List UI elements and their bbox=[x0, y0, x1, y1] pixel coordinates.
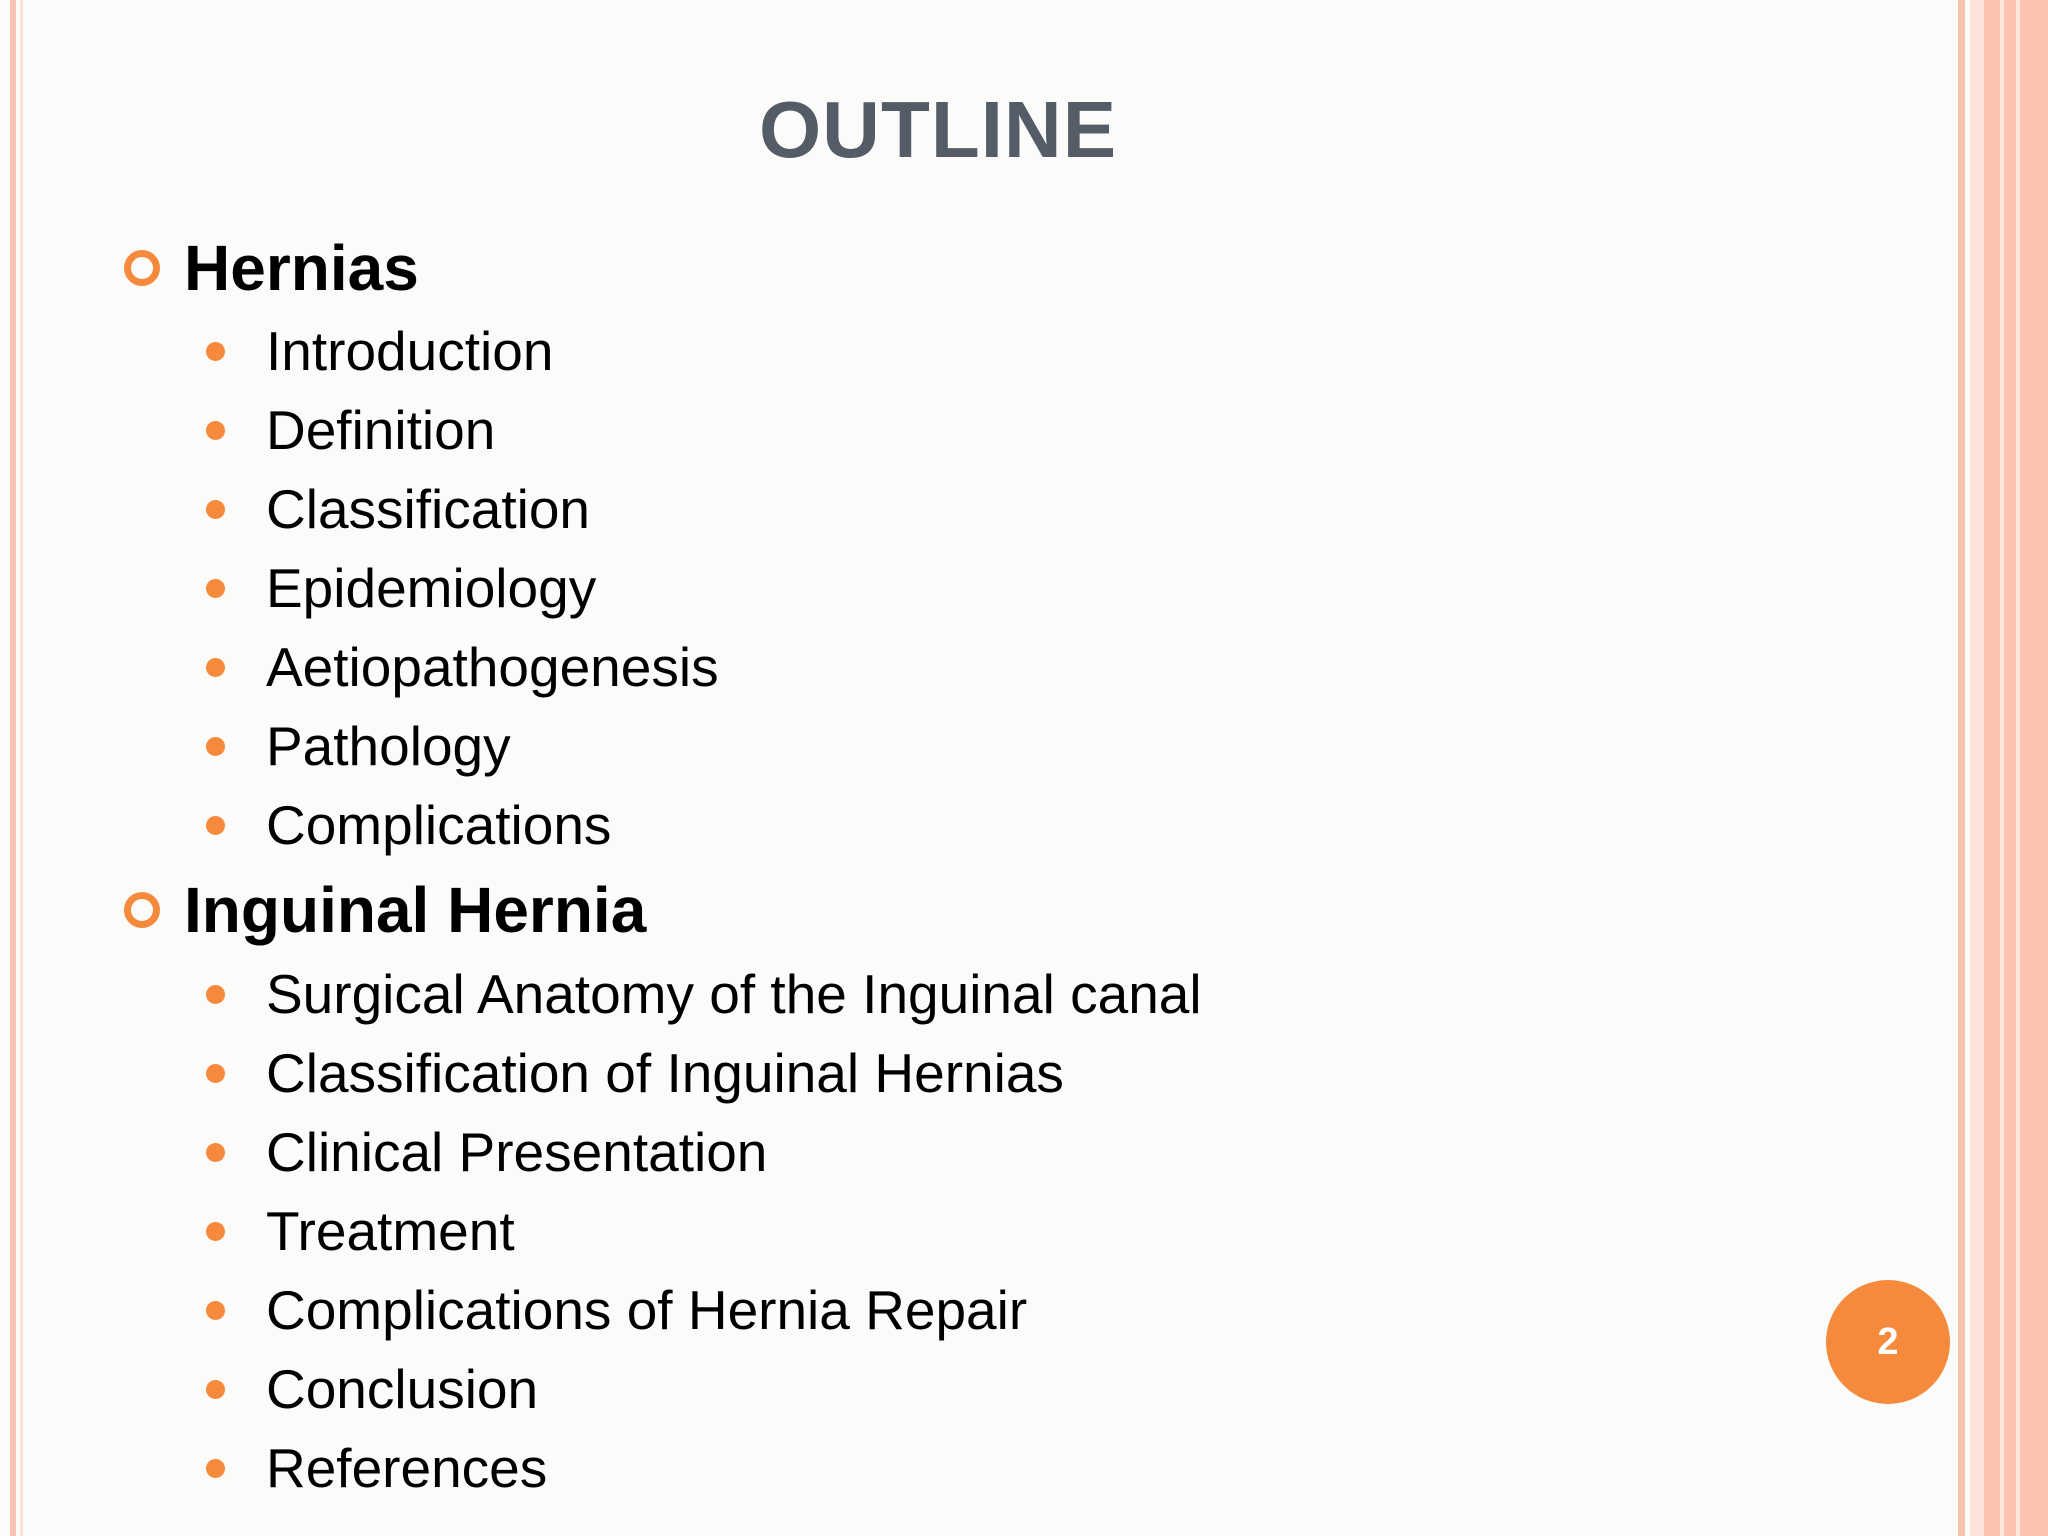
outline-item-label: Classification bbox=[266, 478, 591, 540]
outline-item-label: Surgical Anatomy of the Inguinal canal bbox=[266, 963, 1202, 1025]
dot-bullet-icon bbox=[206, 985, 225, 1004]
outline-section-2 bbox=[124, 870, 646, 950]
outline-item bbox=[206, 312, 553, 390]
slide-title: OUTLINE bbox=[758, 85, 1118, 174]
outline-item bbox=[206, 1429, 547, 1507]
dot-bullet-icon bbox=[206, 342, 225, 361]
dot-bullet-icon bbox=[206, 579, 225, 598]
outline-item bbox=[206, 707, 511, 785]
page-number: 2 bbox=[1877, 1320, 1899, 1363]
outline-item-label: Conclusion bbox=[266, 1358, 539, 1420]
dot-bullet-icon bbox=[206, 1143, 225, 1162]
dot-bullet-icon bbox=[206, 658, 225, 677]
outline-item bbox=[206, 470, 590, 548]
outline-item bbox=[206, 1350, 538, 1428]
outline-item bbox=[206, 1192, 515, 1270]
dot-bullet-icon bbox=[206, 1064, 225, 1083]
outline-item bbox=[206, 955, 1202, 1033]
outline-item-label: Treatment bbox=[266, 1200, 515, 1262]
right-band-line bbox=[2016, 0, 2020, 1536]
ring-bullet-icon bbox=[124, 892, 160, 928]
section-heading: Hernias bbox=[184, 232, 419, 304]
outline-item bbox=[206, 786, 611, 864]
dot-bullet-icon bbox=[206, 1222, 225, 1241]
dot-bullet-icon bbox=[206, 816, 225, 835]
dot-bullet-icon bbox=[206, 421, 225, 440]
outline-item-label: Pathology bbox=[266, 715, 511, 777]
outline-item-label: Complications of Hernia Repair bbox=[266, 1279, 1028, 1341]
outline-item-label: Introduction bbox=[266, 320, 554, 382]
dot-bullet-icon bbox=[206, 737, 225, 756]
dot-bullet-icon bbox=[206, 1380, 225, 1399]
outline-item-label: Classification of Inguinal Hernias bbox=[266, 1042, 1064, 1104]
outline-item-label: Epidemiology bbox=[266, 557, 597, 619]
outline-item bbox=[206, 1271, 1027, 1349]
section-heading: Inguinal Hernia bbox=[184, 874, 647, 946]
ring-bullet-icon bbox=[124, 250, 160, 286]
right-band-line bbox=[2000, 0, 2004, 1536]
dot-bullet-icon bbox=[206, 1301, 225, 1320]
right-border-stripe bbox=[1958, 0, 1965, 1536]
outline-item bbox=[206, 1113, 767, 1191]
right-border-stripe-light bbox=[1970, 0, 1984, 1536]
outline-item bbox=[206, 391, 495, 469]
outline-item bbox=[206, 549, 596, 627]
page-number-badge bbox=[1826, 1280, 1950, 1404]
outline-item bbox=[206, 628, 719, 706]
outline-item-label: Clinical Presentation bbox=[266, 1121, 768, 1183]
outline-section-1 bbox=[124, 228, 419, 308]
outline-item-label: References bbox=[266, 1437, 548, 1499]
outline-item-label: Definition bbox=[266, 399, 496, 461]
dot-bullet-icon bbox=[206, 1459, 225, 1478]
outline-item bbox=[206, 1034, 1064, 1112]
dot-bullet-icon bbox=[206, 500, 225, 519]
outline-item-label: Complications bbox=[266, 794, 612, 856]
outline-item-label: Aetiopathogenesis bbox=[266, 636, 719, 698]
